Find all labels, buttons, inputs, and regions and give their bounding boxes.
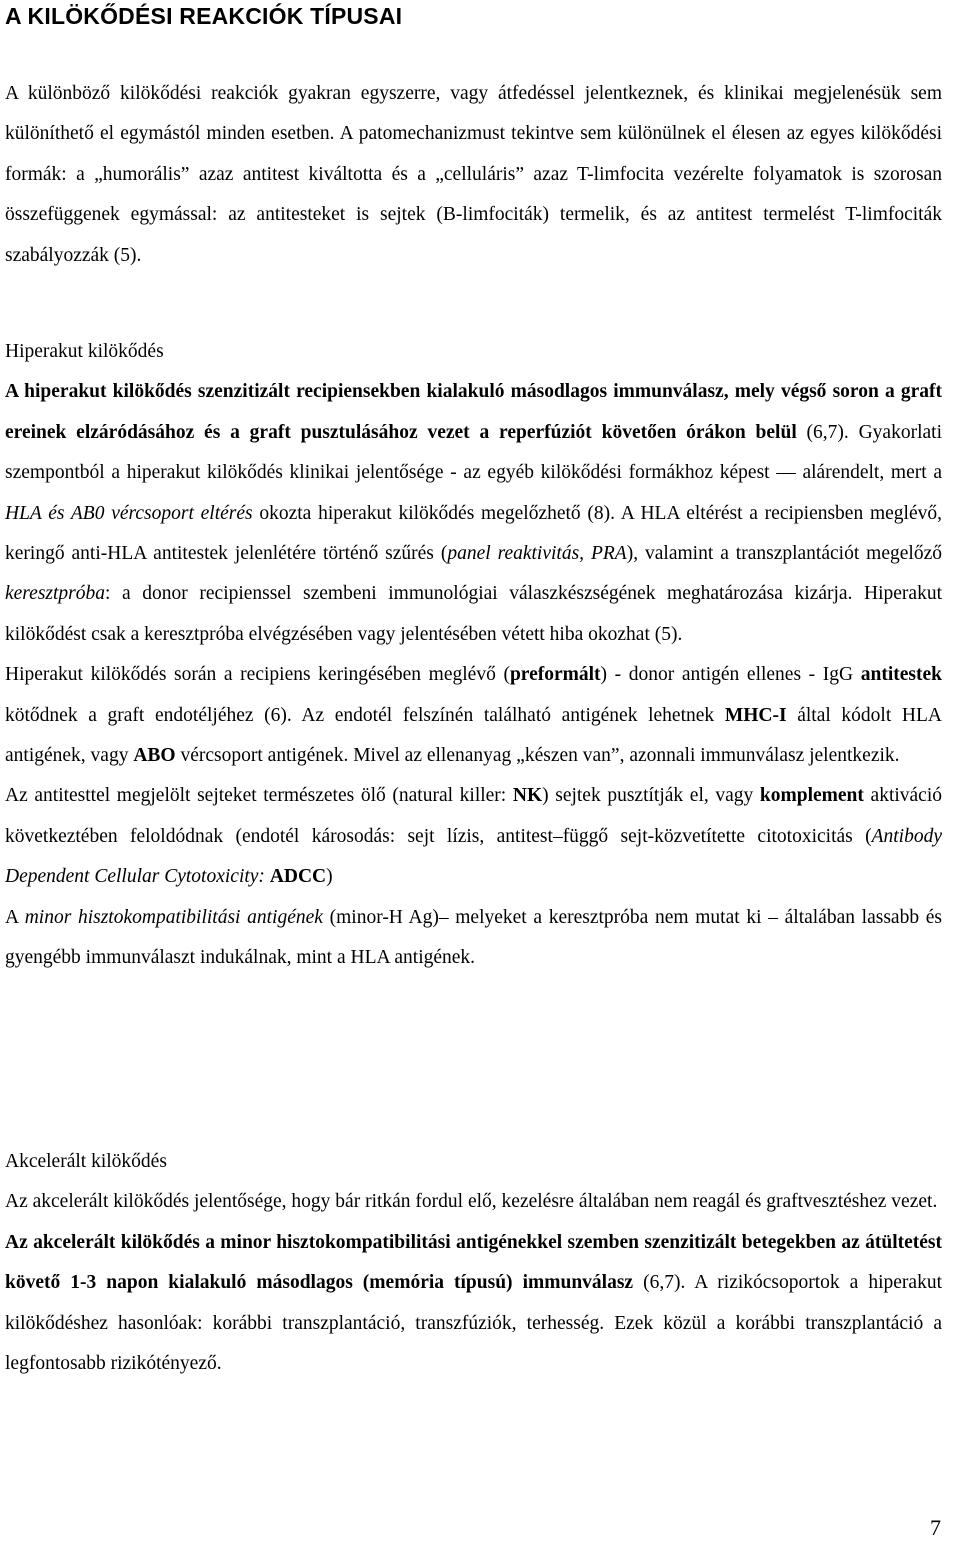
text-run: : a donor recipienssel szembeni immunológiai válaszkészségének meghatározása kizárja. Hiperakut kilökődést csak a keresztpróba elvégzésében vagy jelentésében vétett hiba okozhat (5). xyxy=(5,583,942,645)
hyperacute-definition: A hiperakut kilökődés szenzitizált recipiensekben kialakuló másodlagos immunválasz, mely végső soron a graft ereinek elzáródásához és a graft pusztulásához vezet a reperfúziót követően órákon belül xyxy=(5,381,942,443)
text-run: A xyxy=(5,906,25,928)
bold-term: ADCC xyxy=(269,866,327,888)
hyperacute-paragraph-1 xyxy=(5,372,942,655)
text-run: Hiperakut kilökődés során a recipiens keringésében meglévő ( xyxy=(5,664,510,686)
accelerated-heading: Akcelerált kilökődés xyxy=(5,1151,167,1172)
bold-term: komplement xyxy=(759,785,864,807)
bold-term: NK xyxy=(512,785,543,807)
italic-term: minor hisztokompatibilitási antigének xyxy=(24,906,323,928)
text-run: Az antitesttel megjelölt sejteket természetes ölő (natural killer: xyxy=(5,785,513,807)
hyperacute-paragraph-2 xyxy=(5,655,942,776)
italic-term: HLA és AB0 vércsoport eltérés xyxy=(5,502,253,524)
text-run: által kódolt HLA antigének, vagy xyxy=(5,704,942,767)
text-run: (6,7). A rizikócsoportok a hiperakut kilökődéshez hasonlóak: korábbi transzplantáció, transzfúziók, terhesség. Ezek közül a korábbi transzplantáció a legfontosabb rizikótényező. xyxy=(5,1272,942,1375)
hyperacute-paragraph-4 xyxy=(5,898,942,979)
accelerated-paragraph-1: Az akcelerált kilökődés jelentősége, hogy bár ritkán fordul elő, kezelésre általában nem reagál és graftvesztéshez vezet. xyxy=(5,1191,938,1213)
text-run: vércsoport antigének. Mivel az ellenanyag „készen van”, azonnali immunválasz jelentkezik. xyxy=(175,745,900,767)
text-run: ) sejtek pusztítják el, vagy xyxy=(542,785,760,807)
bold-term: MHC-I xyxy=(724,704,787,726)
text-run: ) xyxy=(326,866,333,888)
document-title: A KILÖKŐDÉSI REAKCIÓK TÍPUSAI xyxy=(5,3,403,29)
hyperacute-paragraph-3 xyxy=(5,776,942,897)
accelerated-definition: Az akcelerált kilökődés a minor hisztokompatibilitási antigénekkel szemben szenzitizált betegekben az átültetést követő 1-3 napon kialakuló másodlagos (memória típusú) immunválasz xyxy=(5,1231,942,1294)
text-run: ), valamint a transzplantációt megelőző xyxy=(626,543,942,565)
intro-section xyxy=(5,74,942,276)
intro-paragraph: A különböző kilökődési reakciók gyakran egyszerre, vagy átfedéssel jelentkeznek, és klinikai megjelenésük sem különíthető el egymástól minden esetben. A patomechanizmust tekintve sem különülnek el élesen az egyes kilökődési formák: a „humorális” azaz antitest kiváltotta és a „celluláris” azaz T-limfocita vezérelte folyamatok is szorosan összefüggenek egymással: az antitesteket is sejtek (B-limfociták) termelik, és az antitest termelést T-limfociták szabályozzák (5). xyxy=(5,83,942,266)
bold-term: antitestek xyxy=(860,664,942,686)
text-run: (minor-H Ag)– melyeket a keresztpróba nem mutat ki – általában lassabb és gyengébb immunválaszt indukálnak, mint a HLA antigének. xyxy=(5,906,942,969)
text-run: okozta hiperakut kilökődés megelőzhető (8). A HLA eltérést a recipiensben meglévő, keringő anti-HLA antitestek jelenlétére történő szűrés ( xyxy=(5,502,942,565)
page-number: 7 xyxy=(930,1515,941,1540)
bold-term: preformált xyxy=(509,664,601,686)
italic-term: keresztpróba xyxy=(5,583,106,605)
text-run: ) - donor antigén ellenes - IgG xyxy=(600,664,861,686)
accelerated-section xyxy=(5,1142,942,1384)
text-run: aktiváció következtében feloldódnak (endotél károsodás: sejt lízis, antitest–függő sejt-közvetítette citotoxicitás ( xyxy=(5,785,943,847)
text-run: (6,7). Gyakorlati szempontból a hiperakut kilökődés klinikai jelentősége - az egyéb kilökődési formákhoz képest — alárendelt, mert a xyxy=(5,421,942,484)
accelerated-paragraph-2 xyxy=(5,1223,942,1385)
italic-term: panel reaktivitás, PRA xyxy=(447,543,627,565)
hyperacute-section xyxy=(5,332,942,979)
hyperacute-heading: Hiperakut kilökődés xyxy=(5,341,164,362)
text-run: kötődnek a graft endotéljéhez (6). Az endotél felszínén található antigének lehetnek xyxy=(5,704,725,726)
italic-term: Antibody Dependent Cellular Cytotoxicity: xyxy=(5,825,942,888)
bold-term: ABO xyxy=(133,745,176,767)
